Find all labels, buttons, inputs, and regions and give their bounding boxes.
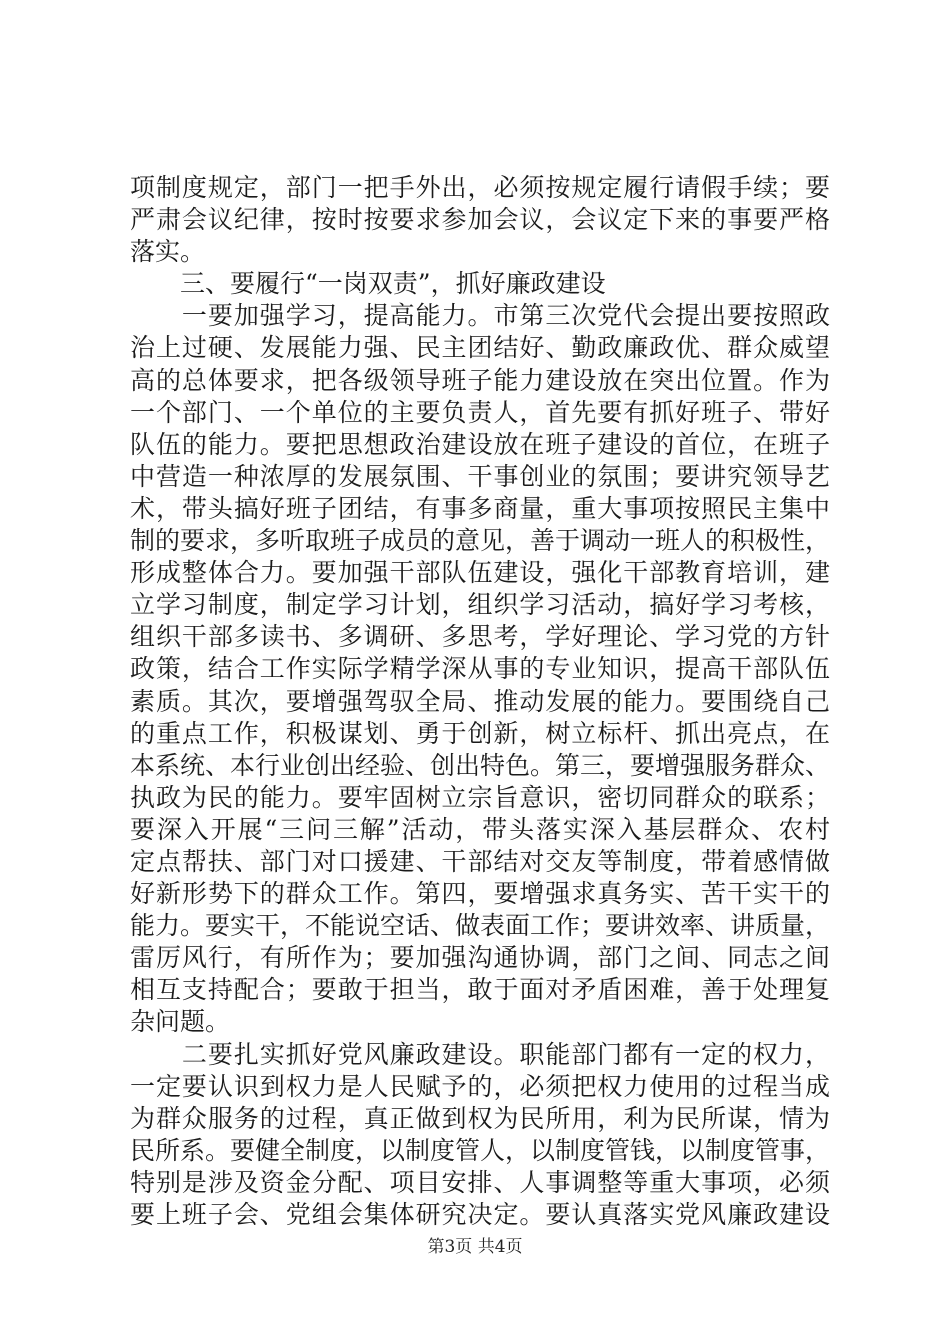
- text-line: 立学习制度，制定学习计划，组织学习活动，搞好学习考核，: [130, 590, 830, 620]
- text-line: 组织干部多读书、多调研、多思考，学好理论、学习党的方针: [130, 622, 830, 652]
- text-line: 的重点工作，积极谋划、勇于创新，树立标杆、抓出亮点，在: [130, 718, 830, 748]
- text-line: 能力。要实干，不能说空话、做表面工作；要讲效率、讲质量，: [130, 911, 831, 941]
- text-line: 雷厉风行，有所作为；要加强沟通协调，部门之间、同志之间: [130, 943, 830, 973]
- text-line: 为群众服务的过程，真正做到权为民所用，利为民所谋，情为: [130, 1103, 830, 1133]
- page-footer: 第3页 共4页: [427, 1237, 523, 1257]
- text-line: 中营造一种浓厚的发展氛围、干事创业的氛围；要讲究领导艺: [130, 461, 830, 491]
- text-line: 二要扎实抓好党风廉政建设。职能部门都有一定的权力，: [130, 1039, 830, 1069]
- text-line: 民所系。要健全制度，以制度管人，以制度管钱，以制度管事，: [130, 1135, 831, 1165]
- text-line: 定点帮扶、部门对口援建、干部结对交友等制度，带着感情做: [130, 846, 830, 876]
- text-line: 素质。其次，要增强驾驭全局、推动发展的能力。要围绕自己: [130, 686, 830, 716]
- text-line: 项制度规定，部门一把手外出，必须按规定履行请假手续；要: [130, 173, 830, 202]
- text-line: 严肃会议纪律，按时按要求参加会议，会议定下来的事要严格: [130, 205, 830, 235]
- text-line: 高的总体要求，把各级领导班子能力建设放在突出位置。作为: [130, 365, 830, 395]
- text-line: 执政为民的能力。要牢固树立宗旨意识，密切同群众的联系；: [130, 782, 830, 812]
- document-body: [130, 172, 830, 1231]
- text-line: 队伍的能力。要把思想政治建设放在班子建设的首位，在班子: [130, 429, 830, 459]
- text-line: 相互支持配合；要敢于担当，敢于面对矛盾困难，善于处理复: [130, 975, 830, 1005]
- text-line: 落实。: [130, 237, 206, 267]
- text-line: 政策，结合工作实际学精学深从事的专业知识，提高干部队伍: [130, 654, 830, 684]
- text-line: 本系统、本行业创出经验、创出特色。第三，要增强服务群众、: [130, 750, 831, 780]
- text-line: 特别是涉及资金分配、项目安排、人事调整等重大事项，必须: [130, 1167, 830, 1197]
- text-line: 术，带头搞好班子团结，有事多商量，重大事项按照民主集中: [130, 493, 830, 523]
- text-line: 好新形势下的群众工作。第四，要增强求真务实、苦干实干的: [130, 879, 830, 909]
- text-line: 制的要求，多听取班子成员的意见，善于调动一班人的积极性，: [130, 526, 831, 556]
- text-line: 一要加强学习，提高能力。市第三次党代会提出要按照政: [130, 301, 830, 331]
- text-line: 一个部门、一个单位的主要负责人，首先要有抓好班子、带好: [130, 397, 830, 427]
- text-line: 要上班子会、党组会集体研究决定。要认真落实党风廉政建设: [130, 1200, 830, 1229]
- text-line: 要深入开展“三问三解”活动，带头落实深入基层群众、农村: [130, 814, 830, 844]
- text-line: 形成整体合力。要加强干部队伍建设，强化干部教育培训，建: [130, 558, 830, 588]
- text-line: 三、要履行“一岗双责”，抓好廉政建设: [130, 269, 606, 299]
- text-line: 治上过硬、发展能力强、民主团结好、勤政廉政优、群众威望: [130, 333, 830, 363]
- text-line: 一定要认识到权力是人民赋予的，必须把权力使用的过程当成: [130, 1071, 830, 1101]
- text-line: 杂问题。: [130, 1007, 231, 1037]
